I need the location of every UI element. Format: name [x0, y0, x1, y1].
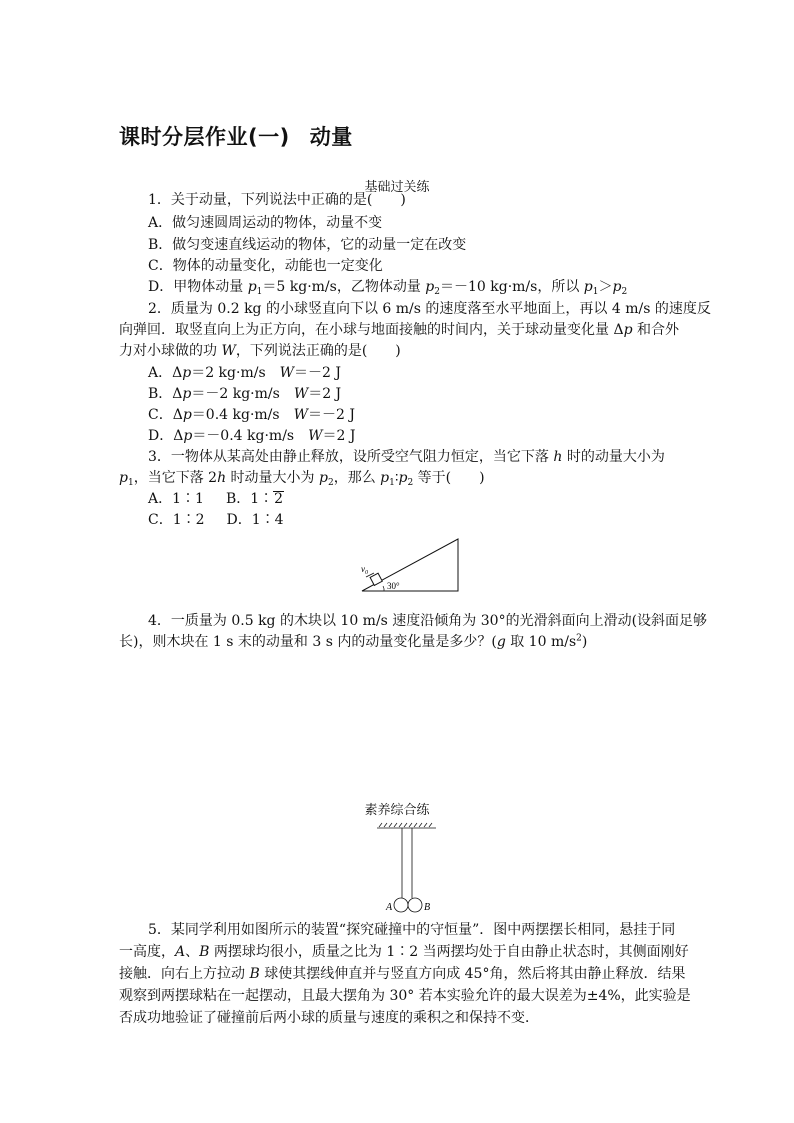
q2-line-2: 向弹回．取竖直向上为正方向，在小球与地面接触的时间内，关于球动量变化量 Δp 和合外 — [119, 322, 679, 338]
q3-options-cd — [148, 510, 284, 530]
q2-option-a: A．Δp＝2 kg·m/s W＝－2 J — [148, 365, 342, 381]
q3-line-2: $p_1$，当它下落 2h 时动量大小为 $p_2$，那么 $p_1∶p_2$ 等于( ) — [119, 470, 485, 488]
label-b: B — [424, 902, 431, 913]
section-basic-heading: 基础过关练 — [364, 180, 430, 195]
page-title — [119, 121, 353, 151]
title-main: 课时分层作业(一) — [119, 125, 290, 149]
title-topic: 动量 — [309, 125, 353, 149]
q1-stem: 1．关于动量，下列说法中正确的是( ) — [148, 192, 406, 208]
q3-option-c: C．1∶2 — [148, 512, 205, 528]
q3-options-ab — [148, 489, 284, 509]
q3-option-b: B．1∶ — [225, 491, 274, 507]
q5-line-1: 5．某同学利用如图所示的装置“探究碰撞中的守恒量”．图中两摆摆长相同，悬挂于同 — [148, 922, 676, 938]
q4-line-1: 4．一质量为 0.5 kg 的木块以 10 m/s 速度沿倾角为 30°的光滑斜面向上滑动(设斜面足够 — [148, 613, 708, 629]
wooden-block — [370, 573, 382, 585]
q2-option-b: B．Δp＝－2 kg·m/s W＝2 J — [148, 386, 342, 402]
q3-option-d: D．1∶4 — [226, 512, 284, 528]
v0-label: $v_0$ — [361, 564, 368, 576]
q1-option-b: B．做匀变速直线运动的物体，它的动量一定在改变 — [148, 237, 467, 253]
q2-line-1: 2．质量为 0.2 kg 的小球竖直向下以 6 m/s 的速度落至水平地面上，再以 4 m/s 的速度反 — [148, 301, 711, 317]
q5-line-5: 否成功地验证了碰撞前后两小球的质量与速度的乘积之和保持不变． — [119, 1010, 539, 1026]
incline-figure — [358, 535, 468, 597]
ceiling-hatch — [377, 823, 436, 828]
section-comprehensive-heading: 素养综合练 — [364, 803, 430, 818]
q2-option-c: C．Δp＝0.4 kg·m/s W＝－2 J — [148, 407, 355, 423]
ball-a — [394, 898, 408, 912]
label-a: A — [386, 902, 393, 913]
angle-arc — [383, 586, 384, 591]
q3-option-a: A．1∶1 — [148, 491, 204, 507]
q2-option-d: D．Δp＝－0.4 kg·m/s W＝2 J — [148, 428, 356, 444]
q1-option-c: C．物体的动量变化，动能也一定变化 — [148, 258, 383, 274]
q1-option-d: D．甲物体动量 $p_1=5$ kg·m/s，乙物体动量 $p_2=-10$ kg·m/s，所以 $p_1>p_2$ — [148, 279, 628, 297]
q4-line-2: 长)，则木块在 1 s 末的动量和 3 s 内的动量变化量是多少？(g 取 10 $m/s^2$) — [119, 633, 588, 650]
pendulum-figure — [374, 822, 440, 918]
angle-label: 30° — [387, 581, 400, 591]
q1-option-a: A．做匀速圆周运动的物体，动量不变 — [148, 215, 383, 231]
q5-line-4: 观察到两摆球粘在一起摆动，且最大摆角为 30° 若本实验允许的最大误差为±4%，此实验是 — [119, 988, 691, 1004]
sqrt-symbol: 2 — [274, 491, 284, 507]
q3-line-1: 3．一物体从某高处由静止释放，设所受空气阻力恒定，当它下落 h 时的动量大小为 — [148, 449, 665, 465]
q5-line-3: 接触．向右上方拉动 B 球使其摆线伸直并与竖直方向成 45°角，然后将其由静止释放．结果 — [119, 966, 686, 982]
q2-line-3: 力对小球做的功 W，下列说法正确的是( ) — [119, 343, 401, 359]
q5-line-2: 一高度，A、B 两摆球均很小，质量之比为 1∶2 当两摆均处于自由静止状态时，其侧面刚好 — [119, 944, 689, 960]
ball-b — [408, 898, 422, 912]
